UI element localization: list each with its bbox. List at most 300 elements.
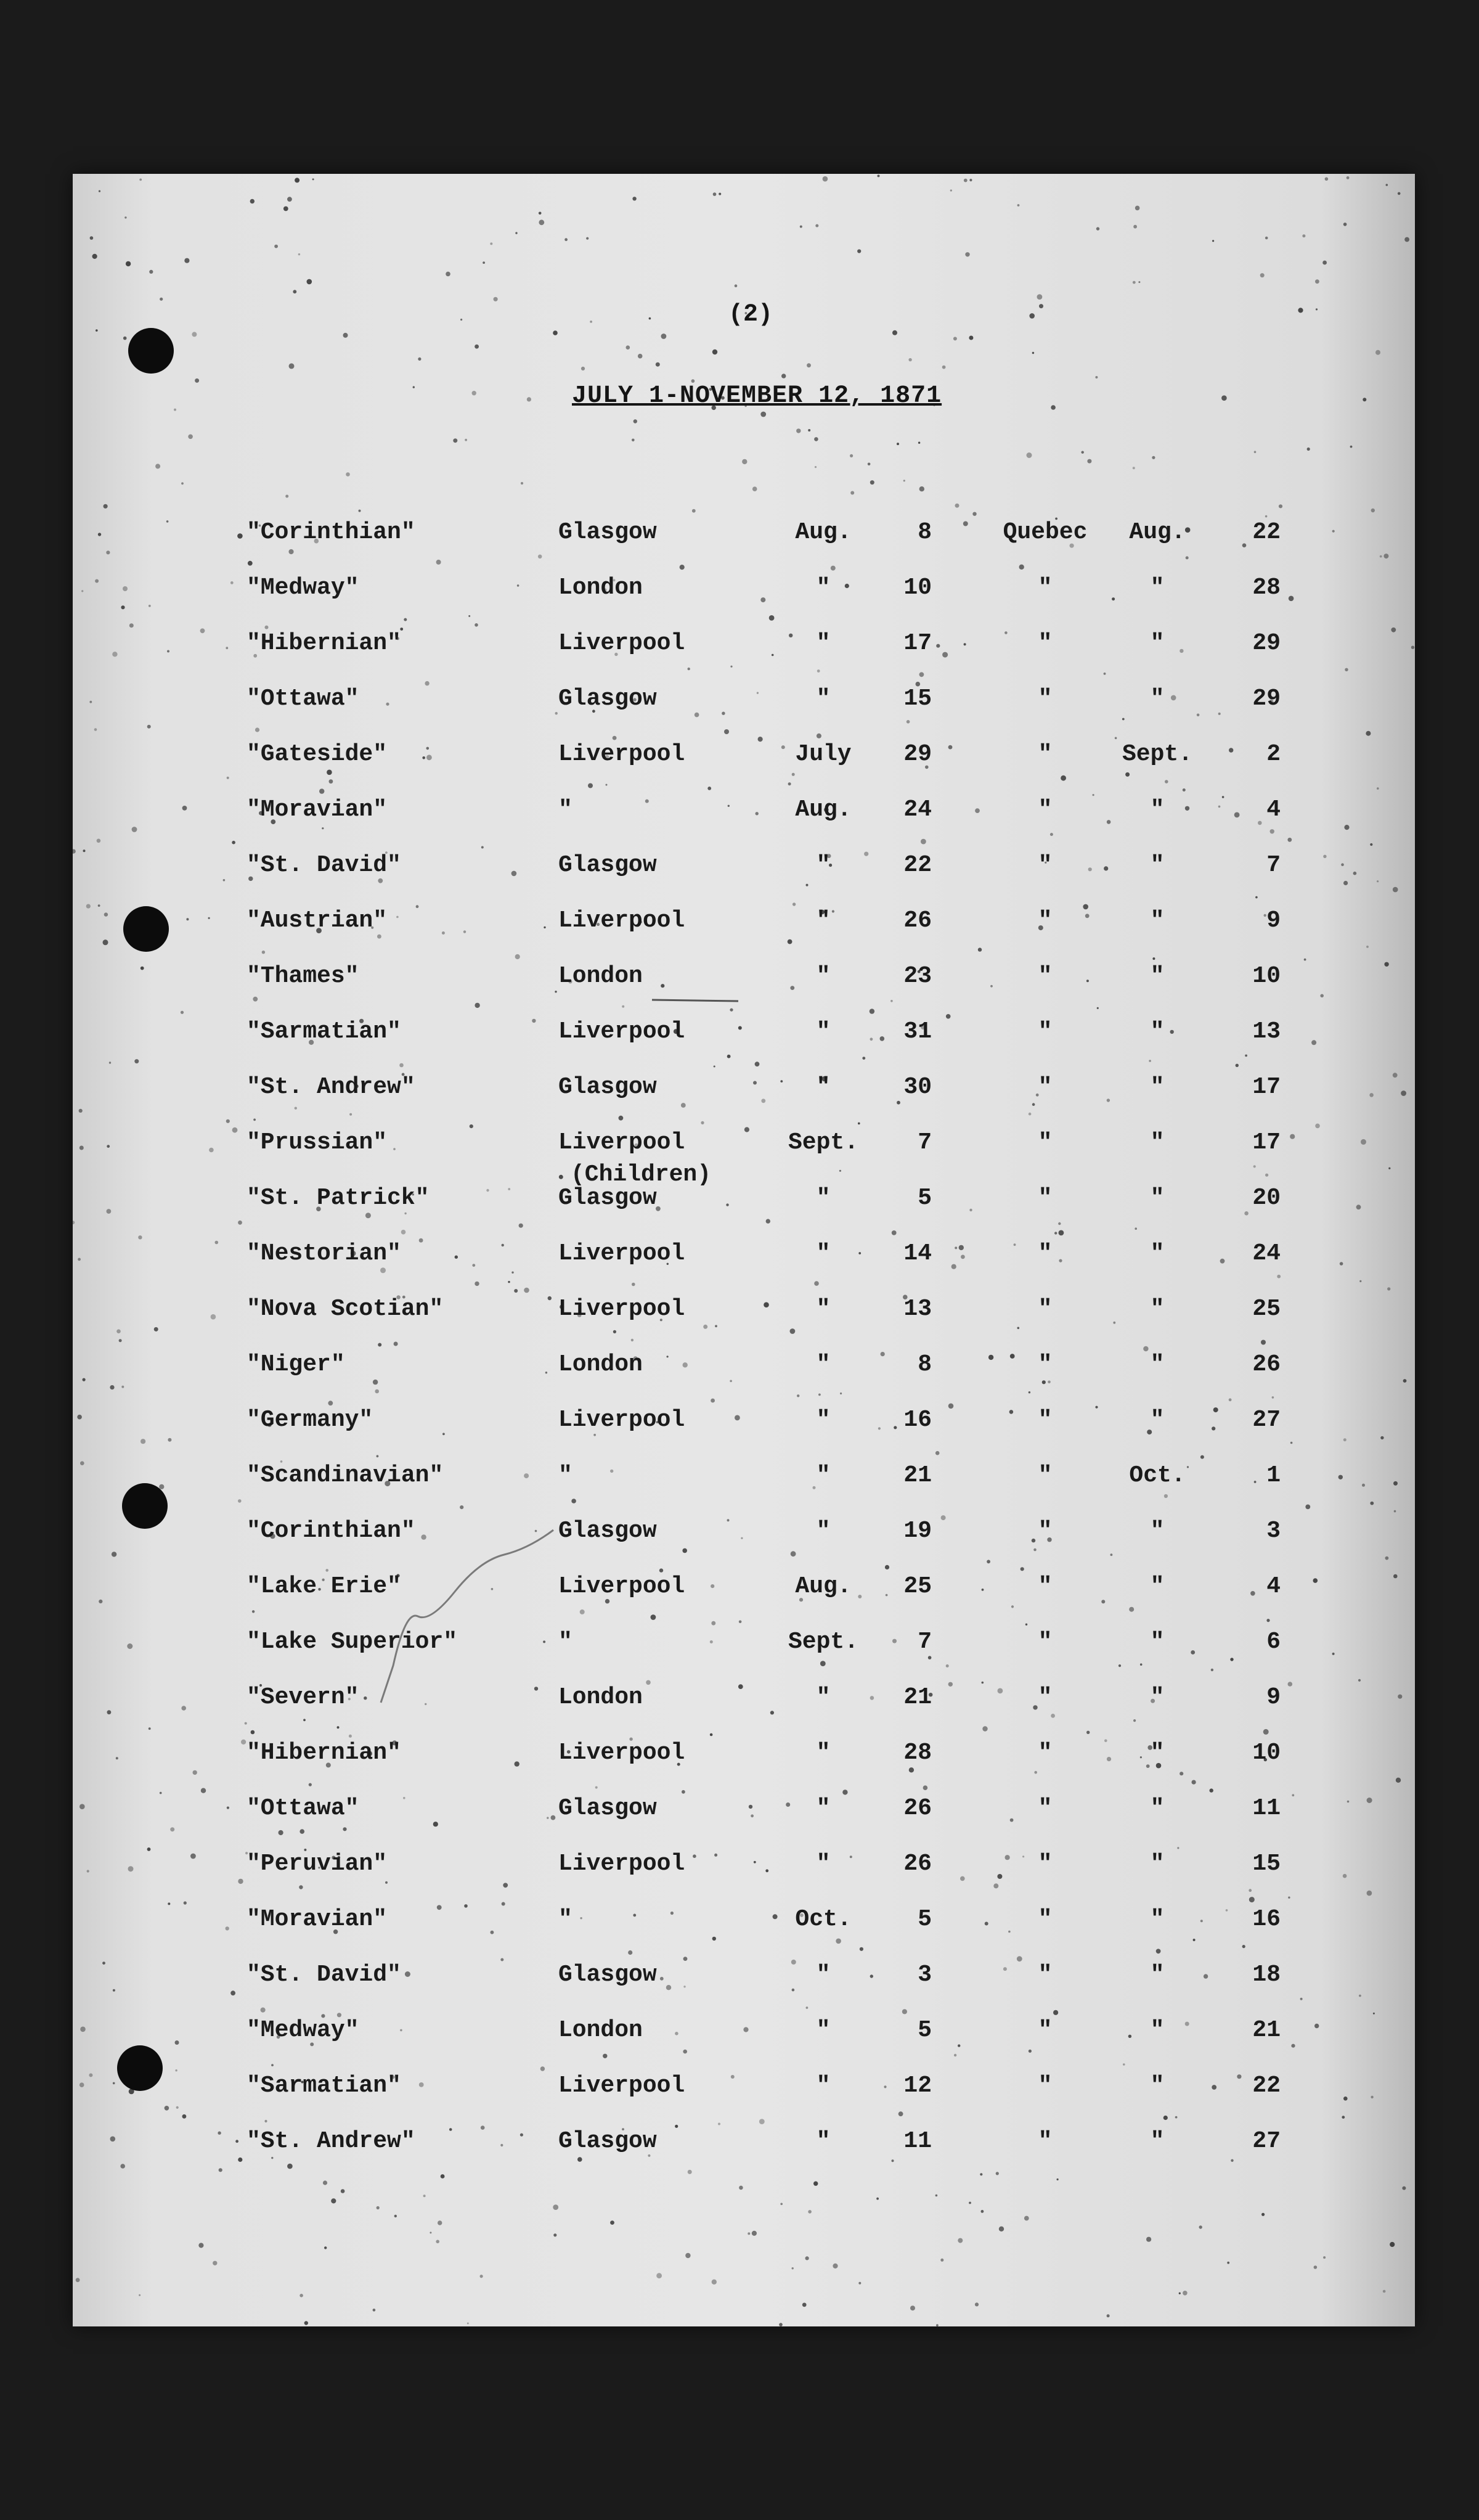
speckle: [964, 179, 968, 182]
speckle: [981, 2210, 984, 2213]
speckle: [1371, 509, 1375, 512]
speckle: [719, 193, 721, 195]
speckle: [480, 2275, 483, 2278]
speckle: [1363, 398, 1366, 401]
arrival-port: ": [1038, 741, 1053, 767]
speckle: [1261, 2213, 1265, 2216]
ship-name: "Ottawa": [246, 685, 359, 712]
arrival-port: ": [1038, 1740, 1053, 1766]
departure-port: Liverpool: [558, 1296, 685, 1322]
departure-month: ": [816, 963, 831, 989]
speckle: [935, 2195, 938, 2197]
arrival-port: ": [1038, 2017, 1053, 2043]
speckle: [1179, 2293, 1181, 2294]
speckle: [1386, 184, 1388, 186]
arrival-day: 4: [1266, 796, 1281, 823]
departure-day: 7: [918, 1629, 932, 1655]
departure-day: 24: [903, 796, 932, 823]
departure-port: Glasgow: [558, 2128, 657, 2154]
speckle: [808, 2210, 812, 2214]
speckle: [752, 486, 757, 491]
arrival-month: ": [1150, 1573, 1165, 1600]
departure-day: 26: [903, 1851, 932, 1877]
departure-month: ": [816, 1740, 831, 1766]
ship-name: "Nova Scotian": [246, 1296, 444, 1322]
speckle: [1135, 206, 1140, 211]
speckle: [1199, 2225, 1202, 2228]
speckle: [1347, 176, 1350, 179]
arrival-port: ": [1038, 1462, 1053, 1489]
arrival-month: ": [1150, 963, 1165, 989]
departure-port: Liverpool: [558, 630, 685, 657]
speckle: [139, 2294, 141, 2296]
speckle: [1037, 294, 1043, 300]
ship-name: "St. David": [246, 1962, 401, 1988]
speckle: [712, 2280, 717, 2285]
arrival-port: ": [1038, 796, 1053, 823]
departure-port: Liverpool: [558, 1407, 685, 1433]
arrival-month: ": [1150, 1518, 1165, 1544]
departure-day: 26: [903, 907, 932, 934]
arrival-day: 2: [1266, 741, 1281, 767]
sailing-row: [73, 2128, 1415, 2183]
speckle: [1307, 448, 1310, 451]
arrival-port: ": [1038, 1684, 1053, 1711]
speckle: [808, 429, 810, 432]
speckle: [1314, 2265, 1318, 2269]
sailing-row: [73, 1906, 1415, 1962]
departure-port: Liverpool: [558, 1240, 685, 1267]
arrival-day: 4: [1266, 1573, 1281, 1600]
ship-name: "Austrian": [246, 907, 388, 934]
speckle: [950, 189, 952, 191]
arrival-day: 26: [1252, 1351, 1281, 1378]
ship-name: "Sarmatian": [246, 1018, 401, 1045]
departure-port: Liverpool: [558, 1573, 685, 1600]
departure-month: ": [816, 1684, 831, 1711]
arrival-port: ": [1038, 1962, 1053, 1988]
speckle: [195, 378, 199, 383]
speckle: [373, 2309, 376, 2312]
speckle: [1133, 225, 1137, 229]
speckle: [1107, 2314, 1110, 2317]
speckle: [1316, 308, 1318, 310]
speckle: [586, 237, 589, 240]
departure-port: Liverpool: [558, 741, 685, 767]
ship-name: "Scandinavian": [246, 1462, 444, 1489]
arrival-day: 16: [1252, 1906, 1281, 1933]
speckle: [857, 249, 861, 253]
ship-name: "Gateside": [246, 741, 388, 767]
arrival-day: 24: [1252, 1240, 1281, 1267]
speckle: [1265, 237, 1268, 240]
arrival-month: ": [1150, 1018, 1165, 1045]
speckle: [815, 224, 818, 227]
speckle: [1221, 395, 1227, 401]
departure-day: 25: [903, 1573, 932, 1600]
speckle: [436, 2240, 439, 2244]
speckle: [490, 242, 492, 245]
speckle: [483, 261, 485, 264]
punch-hole-top: [128, 328, 174, 374]
departure-month: Aug.: [795, 519, 852, 546]
departure-port: London: [558, 963, 643, 989]
speckle: [324, 2246, 327, 2249]
speckle: [283, 207, 288, 211]
departure-month: ": [816, 685, 831, 712]
departure-month: ": [816, 1462, 831, 1489]
speckle: [800, 226, 802, 228]
arrival-month: ": [1150, 1351, 1165, 1378]
departure-day: 22: [903, 852, 932, 878]
sailing-row: [73, 1684, 1415, 1740]
speckle: [692, 509, 696, 513]
speckle: [298, 253, 300, 255]
arrival-day: 7: [1266, 852, 1281, 878]
speckle: [878, 174, 880, 177]
speckle: [919, 486, 924, 491]
speckle: [188, 435, 193, 440]
departure-day: 28: [903, 1740, 932, 1766]
departure-day: 21: [903, 1462, 932, 1489]
speckle: [90, 236, 94, 240]
departure-port: ": [558, 1462, 572, 1489]
departure-day: 30: [903, 1074, 932, 1100]
speckle: [823, 176, 828, 182]
speckle: [1029, 313, 1035, 319]
arrival-month: ": [1150, 796, 1165, 823]
speckle: [781, 374, 786, 378]
speckle: [1183, 2291, 1188, 2296]
departure-port: Glasgow: [558, 1962, 657, 1988]
date-range-heading: JULY 1-NOVEMBER 12, 1871: [572, 382, 942, 410]
speckle: [876, 2198, 879, 2200]
speckle: [1051, 405, 1056, 410]
arrival-month: ": [1150, 1185, 1165, 1211]
speckle: [475, 345, 479, 349]
sailing-row: [73, 852, 1415, 907]
speckle: [521, 482, 523, 485]
arrival-day: 9: [1266, 1684, 1281, 1711]
departure-day: 5: [918, 1185, 932, 1211]
arrival-day: 10: [1252, 963, 1281, 989]
departure-day: 19: [903, 1518, 932, 1544]
arrival-port: ": [1038, 1518, 1053, 1544]
ship-name: "St. David": [246, 852, 401, 878]
sailing-row: [73, 1240, 1415, 1296]
departure-port: Glasgow: [558, 1795, 657, 1822]
arrival-month: ": [1150, 1962, 1165, 1988]
arrival-day: 1: [1266, 1462, 1281, 1489]
speckle: [192, 332, 197, 337]
departure-day: 14: [903, 1240, 932, 1267]
speckle: [999, 2227, 1004, 2232]
sailing-row: [73, 907, 1415, 963]
arrival-day: 29: [1252, 685, 1281, 712]
speckle: [858, 2282, 861, 2285]
speckle: [467, 2323, 469, 2325]
speckle: [304, 2321, 308, 2325]
speckle: [892, 330, 897, 335]
speckle: [760, 412, 766, 417]
departure-day: 15: [903, 685, 932, 712]
speckle: [126, 261, 131, 266]
departure-month: ": [816, 1962, 831, 1988]
sailing-row: [73, 1296, 1415, 1351]
speckle: [918, 442, 920, 444]
speckle: [610, 2220, 614, 2225]
departure-port: London: [558, 2017, 643, 2043]
arrival-month: Aug.: [1129, 519, 1186, 546]
speckle: [160, 298, 163, 301]
speckle: [307, 279, 312, 285]
departure-port: Glasgow: [558, 685, 657, 712]
speckle: [472, 391, 476, 395]
speckle: [1024, 2216, 1029, 2221]
arrival-day: 20: [1252, 1185, 1281, 1211]
departure-month: ": [816, 1296, 831, 1322]
speckle: [564, 238, 568, 241]
arrival-port: ": [1038, 2072, 1053, 2099]
sailing-row: [73, 2017, 1415, 2072]
speckle: [1325, 178, 1329, 181]
ship-name: "Ottawa": [246, 1795, 359, 1822]
sailing-row: [73, 1185, 1415, 1240]
speckle: [1383, 2290, 1386, 2293]
ship-name: "St. Andrew": [246, 1074, 415, 1100]
arrival-month: ": [1150, 1906, 1165, 1933]
arrival-month: ": [1150, 2072, 1165, 2099]
arrival-month: ": [1150, 575, 1165, 601]
arrival-day: 28: [1252, 575, 1281, 601]
ship-name: "Lake Superior": [246, 1629, 458, 1655]
sailing-row: [73, 1129, 1415, 1188]
speckle: [1279, 504, 1282, 508]
speckle: [1027, 452, 1032, 458]
speckle: [752, 2231, 757, 2236]
arrival-month: ": [1150, 1407, 1165, 1433]
departure-day: 12: [903, 2072, 932, 2099]
departure-port: London: [558, 1351, 643, 1378]
arrival-port: ": [1038, 1795, 1053, 1822]
departure-port: London: [558, 575, 643, 601]
speckle: [1039, 304, 1043, 308]
speckle: [780, 2203, 783, 2206]
arrival-month: ": [1150, 2128, 1165, 2154]
ship-name: "Moravian": [246, 796, 388, 823]
speckle: [748, 2232, 750, 2235]
departure-day: 13: [903, 1296, 932, 1322]
arrival-month: Oct.: [1129, 1462, 1186, 1489]
arrival-day: 17: [1252, 1129, 1281, 1156]
arrival-day: 9: [1266, 907, 1281, 934]
sailing-row: [73, 1795, 1415, 1851]
speckle: [814, 437, 818, 441]
departure-month: ": [816, 907, 831, 934]
departure-month: ": [816, 1074, 831, 1100]
arrival-day: 18: [1252, 1962, 1281, 1988]
departure-port: Liverpool: [558, 1129, 685, 1156]
speckle: [1212, 240, 1214, 242]
speckle: [590, 321, 592, 323]
departure-day: 3: [918, 1962, 932, 1988]
speckle: [104, 504, 108, 509]
sailing-row: [73, 1573, 1415, 1629]
departure-month: ": [816, 2072, 831, 2099]
speckle: [1082, 451, 1084, 454]
arrival-day: 15: [1252, 1851, 1281, 1877]
ship-name: "Corinthian": [246, 1518, 415, 1544]
arrival-port: ": [1038, 1629, 1053, 1655]
sailing-row: [73, 1740, 1415, 1795]
speckle: [213, 2261, 217, 2265]
speckle: [1017, 204, 1020, 207]
speckle: [969, 336, 973, 340]
speckle: [965, 252, 969, 256]
ship-name: "Prussian": [246, 1129, 388, 1156]
arrival-port: ": [1038, 1351, 1053, 1378]
arrival-port: ": [1038, 1240, 1053, 1267]
speckle: [910, 2305, 915, 2310]
speckle: [460, 319, 462, 321]
speckle: [124, 216, 126, 218]
arrival-day: 22: [1252, 519, 1281, 546]
departure-month: ": [816, 2128, 831, 2154]
speckle: [293, 290, 296, 293]
ship-name: "Niger": [246, 1351, 345, 1378]
speckle: [453, 438, 457, 443]
speckle: [735, 284, 738, 287]
ship-name: "Germany": [246, 1407, 373, 1433]
departure-port: ": [558, 1906, 572, 1933]
arrival-day: 11: [1252, 1795, 1281, 1822]
departure-month: ": [816, 630, 831, 657]
speckle: [92, 254, 97, 259]
speckle: [423, 2195, 426, 2197]
departure-month: ": [816, 1351, 831, 1378]
speckle: [955, 504, 960, 508]
departure-port: ": [558, 1629, 572, 1655]
speckle: [343, 333, 348, 338]
speckle: [553, 330, 558, 335]
speckle: [289, 363, 295, 369]
speckle: [184, 258, 189, 263]
speckle: [1146, 2237, 1151, 2242]
speckle: [779, 2323, 783, 2326]
speckle: [581, 367, 585, 370]
sailing-row: [73, 796, 1415, 852]
departure-day: 16: [903, 1407, 932, 1433]
departure-month: ": [816, 1185, 831, 1211]
speckle: [897, 443, 899, 445]
departure-port: Liverpool: [558, 907, 685, 934]
speckle: [632, 197, 636, 200]
speckle: [739, 2186, 743, 2190]
speckle: [181, 482, 184, 485]
speckle: [359, 510, 361, 512]
arrival-month: ": [1150, 1629, 1165, 1655]
speckle: [868, 463, 871, 466]
speckle: [539, 219, 544, 225]
departure-port-note: (Children): [571, 1161, 712, 1188]
sailing-row: [73, 630, 1415, 685]
speckle: [712, 350, 717, 354]
speckle: [287, 197, 292, 202]
arrival-month: ": [1150, 1240, 1165, 1267]
arrival-port: Quebec: [1003, 519, 1088, 546]
departure-month: ": [816, 1018, 831, 1045]
sailing-row: [73, 741, 1415, 796]
speckle: [940, 2259, 943, 2262]
speckle: [942, 366, 946, 369]
speckle: [123, 337, 127, 340]
ship-name: "Severn": [246, 1684, 359, 1711]
departure-port: Liverpool: [558, 1740, 685, 1766]
speckle: [274, 245, 278, 248]
speckle: [1133, 467, 1135, 469]
departure-day: 7: [918, 1129, 932, 1156]
ship-name: "Medway": [246, 575, 359, 601]
speckle: [1302, 234, 1305, 237]
speckle: [802, 2303, 807, 2307]
speckle: [1138, 281, 1140, 283]
speckle: [99, 190, 100, 192]
arrival-day: 17: [1252, 1074, 1281, 1100]
ship-name: "St. Patrick": [246, 1185, 430, 1211]
sailing-row: [73, 575, 1415, 630]
arrival-month: ": [1150, 907, 1165, 934]
speckle: [341, 2189, 345, 2193]
speckle: [1343, 223, 1347, 226]
speckle: [833, 2264, 837, 2268]
departure-day: 10: [903, 575, 932, 601]
departure-day: 5: [918, 2017, 932, 2043]
speckle: [908, 358, 911, 361]
speckle: [149, 270, 153, 274]
ship-name: "Thames": [246, 963, 359, 989]
speckle: [805, 2256, 809, 2260]
speckle: [936, 2324, 939, 2326]
arrival-month: ": [1150, 1296, 1165, 1322]
speckle: [792, 2267, 794, 2269]
departure-day: 17: [903, 630, 932, 657]
arrival-day: 27: [1252, 1407, 1281, 1433]
speckle: [539, 212, 542, 215]
arrival-port: ": [1038, 1074, 1053, 1100]
speckle: [903, 480, 905, 481]
speckle: [465, 439, 467, 441]
document-page: [73, 174, 1415, 2326]
speckle: [527, 397, 531, 401]
speckle: [1265, 515, 1268, 518]
arrival-port: ": [1038, 685, 1053, 712]
sailing-row: [73, 963, 1415, 1018]
departure-month: Sept.: [788, 1629, 859, 1655]
departure-port: Liverpool: [558, 2072, 685, 2099]
departure-day: 26: [903, 1795, 932, 1822]
speckle: [96, 329, 98, 332]
arrival-port: ": [1038, 907, 1053, 934]
speckle: [438, 2220, 442, 2225]
page-number: (2): [728, 301, 773, 329]
speckle: [1398, 192, 1401, 195]
speckle: [656, 362, 660, 367]
ship-name: "Hibernian": [246, 1740, 401, 1766]
speckle: [1315, 279, 1319, 284]
departure-port: Glasgow: [558, 519, 657, 546]
arrival-port: ": [1038, 1407, 1053, 1433]
arrival-port: ": [1038, 1129, 1053, 1156]
